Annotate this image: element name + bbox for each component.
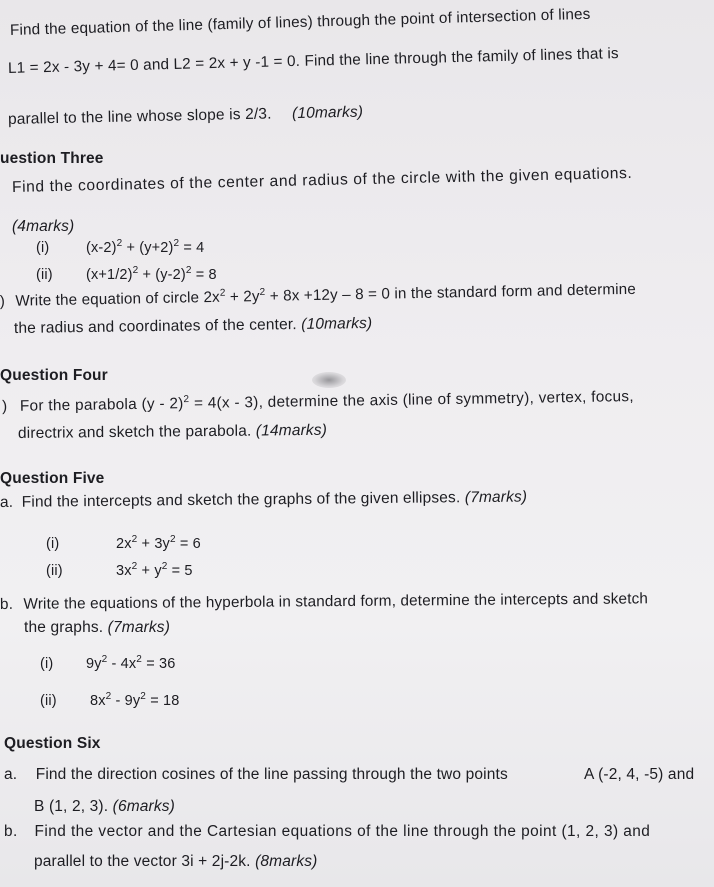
q2-marks: (10marks) [291, 103, 364, 123]
q5-b-item-1 [40, 654, 176, 672]
q5-a-item-1-num: (i) [46, 536, 60, 552]
q3-item-1-eq: $(x-2)^2 + (y+2)^2 = 4$ [86, 238, 205, 256]
q4-line-2 [18, 422, 327, 443]
q6-b-line-2-text: parallel to the vector 3i + 2j-2k. [34, 853, 251, 870]
q3-b-prefix: ) [0, 292, 6, 310]
q4-line-2-text: directrix and sketch the parabola. [17, 422, 252, 442]
q6-a-text: Find the direction cosines of the line passing through the two points [35, 766, 508, 783]
q6-a-marks: (6marks) [112, 798, 175, 815]
q2-line-3 [8, 104, 364, 129]
q2-line-2: L1 = 2x - 3y + 4= 0 and L2 = 2x + y -1 = 0. Find the line through the family of lines that is [7, 45, 619, 77]
q3-a-line-1: Find the coordinates of the center and radius of the circle with the given equations. [11, 164, 633, 196]
q5-b-line-2 [24, 619, 170, 637]
q3-item-1 [36, 238, 205, 256]
q3-b-marks: (10marks) [301, 314, 373, 333]
q5-a-prefix: a. [0, 493, 14, 511]
q4-marks: (14marks) [255, 421, 328, 440]
q5-heading: Question Five [0, 470, 105, 487]
q6-b-line-2 [34, 853, 317, 871]
q3-heading: uestion Three [0, 150, 104, 167]
ink-smudge [312, 372, 346, 388]
q6-a-prefix: a. [4, 766, 18, 783]
q4-prefix: ) [1, 397, 8, 415]
q4-text: For the parabola (y - 2)$^2$ = 4(x - 3), determine the axis (line of symmetry), vertex, focus, [19, 388, 634, 415]
q5-a-text: Find the intercepts and sketch the graphs of the given ellipses. [21, 489, 461, 511]
q5-a-item-1-eq: $2x^2 + 3y^2 = 6$ [116, 534, 201, 552]
q4-heading: Question Four [0, 367, 108, 384]
q5-b-line-2-text: the graphs. [24, 619, 104, 636]
q5-a-item-1 [46, 534, 201, 552]
q5-a-item-2-num: (ii) [46, 563, 63, 579]
q5-a-line [0, 488, 527, 512]
q5-b-item-2-eq: $8x^2 - 9y^2 = 18$ [90, 691, 180, 709]
q5-b-item-2-num: (ii) [40, 693, 57, 709]
q3-item-1-num: (i) [36, 240, 50, 256]
q5-b-marks: (7marks) [107, 619, 171, 636]
q5-a-item-2 [46, 561, 193, 579]
q4-line-1 [2, 388, 634, 416]
q6-a-line-2 [34, 798, 175, 816]
q6-b-text: Find the vector and the Cartesian equations of the line through the point (1, 2, 3) and [34, 823, 651, 840]
q5-a-marks: (7marks) [464, 488, 528, 507]
q5-b-item-1-eq: $9y^2 - 4x^2 = 36$ [86, 654, 176, 672]
q6-a-line-2-text: B (1, 2, 3). [34, 798, 109, 815]
q6-a-point: A (-2, 4, -5) and [584, 766, 695, 783]
q5-b-prefix: b. [0, 595, 14, 613]
q5-b-text: Write the equations of the hyperbola in standard form, determine the intercepts and sketch [23, 590, 649, 613]
q3-item-2-num: (ii) [36, 267, 53, 283]
q5-a-item-2-eq: $3x^2 + y^2 = 5$ [116, 561, 193, 579]
q3-b-text: Write the equation of circle $2x^2 + 2y^2 + 8x +12y - 8 = 0$ in the standard form and determine [15, 280, 637, 310]
q3-b-line-2 [14, 315, 373, 338]
q2-line-3-text: parallel to the line whose slope is 2/3. [7, 105, 272, 128]
q3-item-2-eq: $(x+1/2)^2 + (y-2)^2 = 8$ [86, 265, 217, 283]
q6-a-line-1 [4, 766, 710, 784]
q6-heading: Question Six [4, 735, 101, 752]
q5-b-line-1 [0, 590, 648, 614]
q6-b-prefix: b. [4, 823, 18, 840]
q3-a-marks: (4marks) [12, 218, 75, 235]
q6-b-line-1 [4, 823, 650, 841]
q5-b-item-2 [40, 691, 180, 709]
q3-b-line-2-text: the radius and coordinates of the center. [13, 316, 297, 337]
q5-b-item-1-num: (i) [40, 656, 54, 672]
q2-line-1: Find the equation of the line (family of lines) through the point of intersection of lines [9, 5, 591, 39]
q6-b-marks: (8marks) [255, 853, 318, 870]
